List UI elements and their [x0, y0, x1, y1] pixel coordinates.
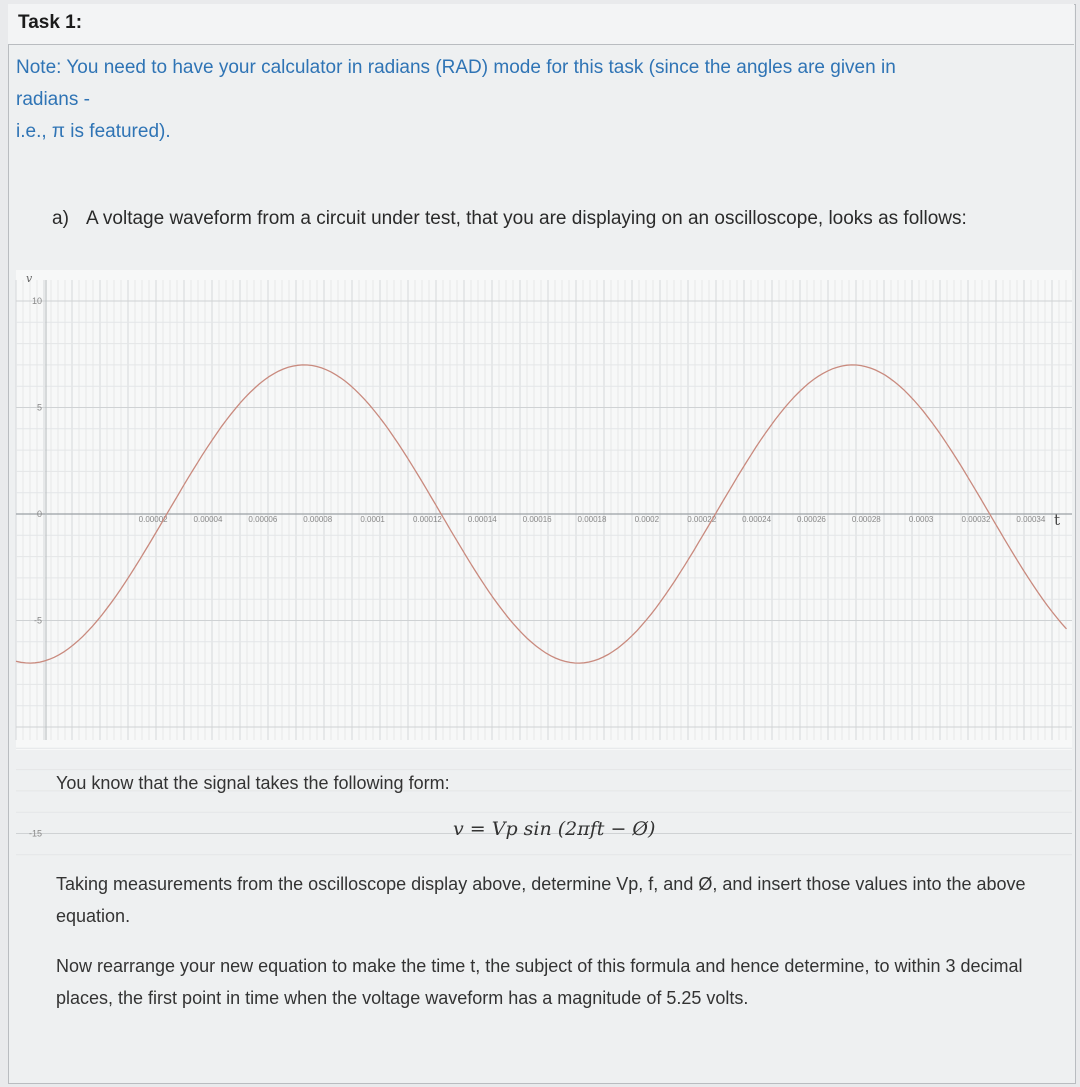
- x-tick-label: 0.00004: [193, 515, 223, 524]
- calculator-note: [16, 52, 1036, 148]
- y-tick-label: 10: [31, 296, 42, 306]
- x-tick-label: 0.0003: [908, 515, 934, 524]
- x-tick-label: 0.00012: [412, 515, 442, 524]
- x-tick-label: 0.00018: [577, 515, 607, 524]
- y-tick-label: 5: [36, 402, 42, 413]
- x-tick-label: 0.00024: [742, 515, 772, 524]
- task-header: [8, 4, 1074, 45]
- x-axis-label: t: [1054, 511, 1061, 529]
- note-line-3: i.e., π is featured).: [16, 121, 171, 142]
- instruction-measure: Taking measurements from the oscilloscope display above, determine Vp, f, and Ø, and insert those values into the above equation.: [56, 874, 1026, 926]
- note-line-2: radians -: [16, 89, 90, 110]
- note-line-1: Note: You need to have your calculator in radians (RAD) mode for this task (since the angles are given in: [16, 57, 896, 78]
- x-tick-label: 0.0002: [634, 515, 660, 524]
- x-tick-label: 0.00016: [522, 515, 552, 524]
- y-tick-label: -5: [33, 615, 42, 626]
- y-tick-label: 0: [36, 509, 42, 519]
- x-tick-label: 0.00002: [138, 515, 168, 524]
- task-title: Task 1:: [18, 12, 83, 33]
- x-tick-label: 0.00032: [961, 515, 991, 524]
- x-tick-label: 0.00028: [851, 515, 881, 524]
- form-intro: You know that the signal takes the following form:: [56, 773, 450, 793]
- equation: v = Vp sin (2πft − Ø): [453, 818, 656, 840]
- x-tick-label: 0.00026: [796, 515, 826, 524]
- instruction-rearrange: Now rearrange your new equation to make the time t, the subject of this formula and hence determine, to within 3 decimal places, the first point in time when the voltage waveform has a magnitude of 5.25 volts.: [56, 956, 1023, 1008]
- question-a-label: a): [52, 208, 69, 229]
- x-tick-label: 0.0001: [360, 515, 385, 524]
- question-a-text: A voltage waveform from a circuit under test, that you are displaying on an oscilloscope, looks as follows:: [86, 208, 967, 229]
- x-tick-label: 0.00006: [248, 515, 278, 524]
- chart-background: [16, 270, 1072, 750]
- y-axis-label: v: [26, 272, 33, 285]
- x-tick-label: 0.00014: [467, 515, 497, 524]
- x-tick-label: 0.00022: [687, 515, 717, 524]
- x-tick-label: 0.00034: [1016, 515, 1046, 524]
- x-tick-label: 0.00008: [303, 515, 333, 524]
- y-tick-label: -15: [28, 828, 42, 839]
